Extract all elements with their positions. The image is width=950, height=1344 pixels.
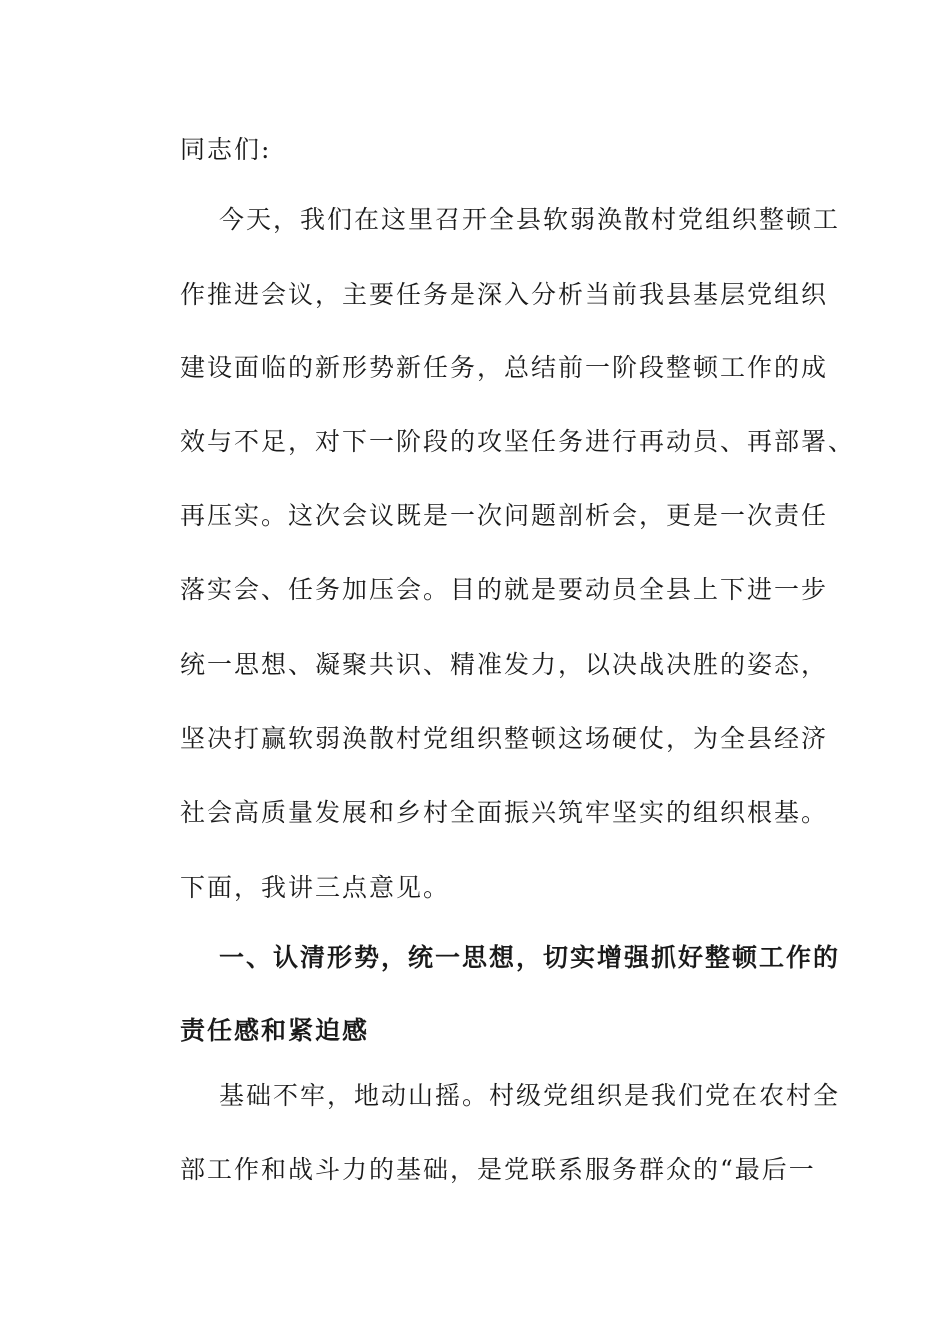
paragraph-line: 建设面临的新形势新任务，总结前一阶段整顿工作的成 bbox=[180, 353, 829, 382]
paragraph-line: 作推进会议，主要任务是深入分析当前我县基层党组织 bbox=[180, 280, 829, 309]
paragraph-line: 落实会、任务加压会。目的就是要动员全县上下进一步 bbox=[180, 575, 829, 604]
section-heading: 一、认清形势，统一思想，切实增强抓好整顿工作的 bbox=[219, 943, 841, 972]
paragraph-line: 基础不牢，地动山摇。村级党组织是我们党在农村全 bbox=[219, 1081, 841, 1110]
paragraph-line: 统一思想、凝聚共识、精准发力，以决战决胜的姿态， bbox=[180, 650, 829, 679]
salutation: 同志们: bbox=[180, 135, 272, 164]
paragraph-line: 下面，我讲三点意见。 bbox=[180, 873, 451, 902]
paragraph-line: 社会高质量发展和乡村全面振兴筑牢坚实的组织根基。 bbox=[180, 798, 829, 827]
paragraph-line: 效与不足，对下一阶段的攻坚任务进行再动员、再部署、 bbox=[180, 427, 856, 456]
paragraph-line: 坚决打赢软弱涣散村党组织整顿这场硬仗，为全县经济 bbox=[180, 724, 829, 753]
paragraph-line: 今天，我们在这里召开全县软弱涣散村党组织整顿工 bbox=[219, 205, 841, 234]
paragraph-line: 部工作和战斗力的基础，是党联系服务群众的“最后一 bbox=[180, 1155, 816, 1184]
paragraph-line: 再压实。这次会议既是一次问题剖析会，更是一次责任 bbox=[180, 501, 829, 530]
section-heading: 责任感和紧迫感 bbox=[180, 1016, 370, 1045]
